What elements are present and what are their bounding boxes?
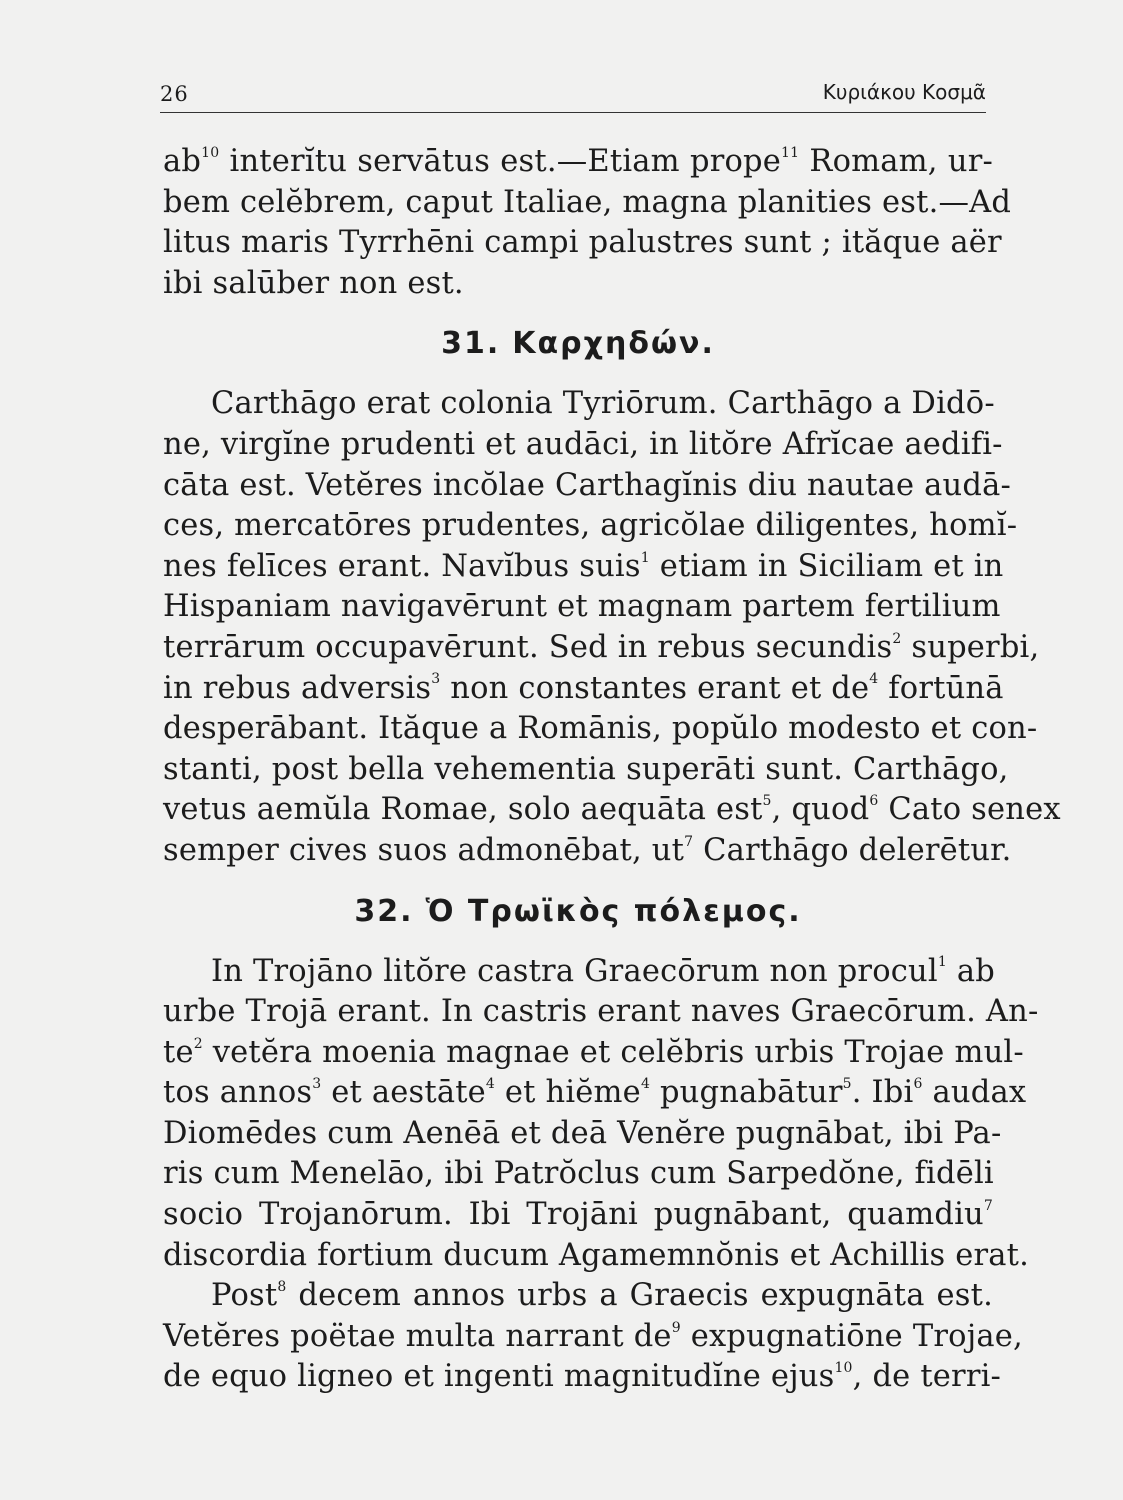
section-31-heading (163, 304, 993, 384)
section-31-title: Καρχηδών. (512, 326, 715, 362)
text-line: tos annos$^3$ et aestāte$^4$ et hiĕme$^4$ pugnabātur$^5$. Ibi$^6$ audax (163, 1075, 1027, 1111)
text-line: ne, virgĭne prudenti et audāci, in litŏre Afrĭcae aedifi- (163, 426, 1003, 462)
paragraph-4 (163, 1276, 1023, 1398)
text-line: In Trojāno litŏre castra Graecōrum non procul$^1$ ab (211, 953, 995, 989)
text-line: nes felīces erant. Navĭbus suis$^1$ etiam in Siciliam et in (163, 548, 1004, 584)
page-body (163, 142, 1061, 1398)
text-line: $ab^{10}$ interĭtu servātus est.—Etiam prope$^{11}$ Romam, ur- (163, 144, 993, 179)
text-line: desperābant. Ităque a Romānis, popŭlo modesto et con- (163, 711, 1038, 747)
text-line: socio Trojanōrum. Ibi Trojāni pugnābant, quamdiu$^7$ (163, 1197, 993, 1233)
text-line: vetus aemŭla Romae, solo aequāta est$^5$, quod$^6$ Cato senex (163, 792, 1061, 828)
text-line: de equo ligneo et ingenti magnitudĭne ejus$^{10}$, de terri- (163, 1359, 1002, 1395)
section-32-heading (163, 872, 993, 952)
text-line: ibi salūber non est. (163, 265, 464, 301)
paragraph-1 (163, 142, 1012, 304)
section-32-title: Ὁ Τρωϊκὸς πόλεμος. (425, 893, 802, 929)
running-title: Κυριάκου Κοσμᾶ (822, 80, 986, 104)
text-line: ris cum Menelāo, ibi Patrŏclus cum Sarpedŏne, fidēli (163, 1156, 994, 1192)
text-line: discordia fortium ducum Agamemnŏnis et Achillis erat. (163, 1237, 1029, 1273)
text-line: Hispaniam navigavērunt et magnam partem fertilium (163, 589, 1001, 625)
text-line: cāta est. Vetĕres incŏlae Carthagĭnis diu nautae audā- (163, 467, 1011, 503)
page-number: 26 (160, 82, 189, 106)
text-line: terrārum occupavērunt. Sed in rebus secundis$^2$ superbi, (163, 629, 1040, 665)
text-line: litus maris Tyrrhēni campi palustres sunt ; ităque aër (163, 225, 1002, 261)
text-line: in rebus adversis$^3$ non constantes erant et $de^4$ fortūnā (163, 670, 1004, 706)
section-32-number: 32. (354, 893, 414, 929)
text-line: Vetĕres poëtae multa narrant $de^9$ expugnatiōne Trojae, (163, 1318, 1023, 1354)
section-31-number: 31. (441, 326, 501, 362)
text-line: Diomēdes cum Aenēā et deā Venĕre pugnābat, ibi Pa- (163, 1115, 1002, 1151)
text-line: Post$^8$ decem annos urbs a Graecis expugnāta est. (211, 1278, 993, 1314)
text-line: stanti, post bella vehementia superāti sunt. Carthāgo, (163, 751, 1009, 787)
text-line: bem celĕbrem, caput Italiae, magna planities est.—Ad (163, 184, 1012, 220)
paragraph-2 (163, 384, 1061, 871)
text-line: $te^2$ vetĕra moenia magnae et celĕbris urbis Trojae mul- (163, 1034, 1024, 1070)
text-line: semper cives suos admonēbat, $ut^7$ Carthāgo delerētur. (163, 832, 1012, 868)
text-line: urbe Trojā erant. In castris erant naves Graecōrum. An- (163, 994, 1039, 1030)
text-line: ces, mercatōres prudentes, agricŏlae diligentes, homĭ- (163, 508, 1018, 544)
paragraph-3 (163, 952, 1039, 1277)
text-line: Carthāgo erat colonia Tyriōrum. Carthāgo a Didō- (211, 386, 995, 422)
page-header (160, 78, 986, 113)
